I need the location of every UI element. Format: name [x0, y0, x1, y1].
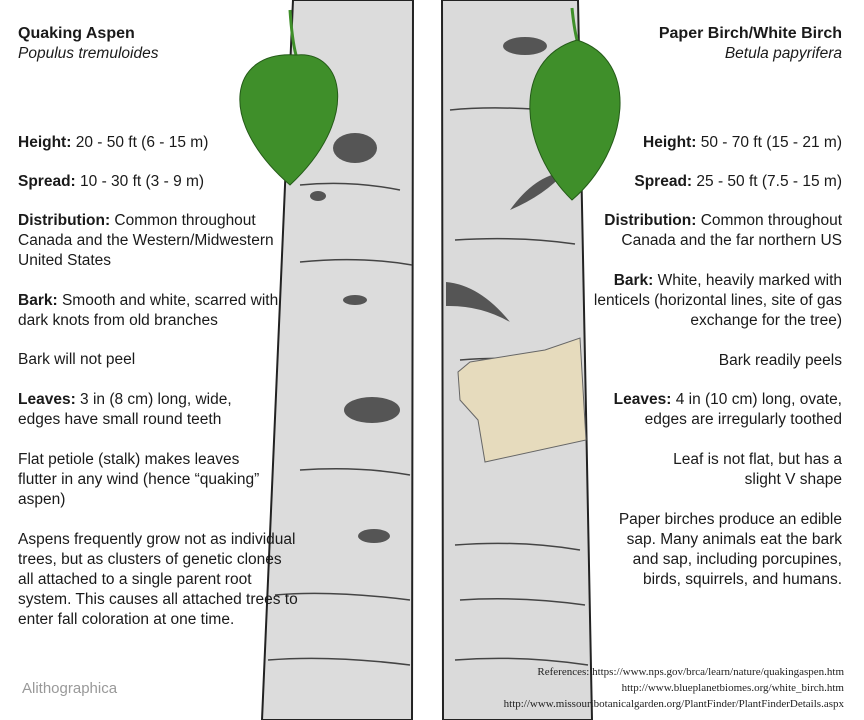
fact-label: Spread:: [634, 173, 693, 190]
aspen-bark: [18, 291, 298, 331]
fact-label: Bark:: [613, 272, 654, 289]
aspen-common-name: Quaking Aspen: [18, 25, 135, 42]
aspen-clones: [18, 530, 300, 630]
reference-link[interactable]: References: https://www.nps.gov/brca/learn/nature/quakingaspen.htm: [537, 666, 844, 678]
birch-distribution: [577, 211, 842, 251]
fact-label: Spread:: [18, 173, 76, 190]
birch-sap: [602, 510, 842, 590]
fact-text: Bark will not peel: [18, 351, 136, 368]
aspen-scientific-name: Populus tremuloides: [18, 45, 159, 62]
fact-text: Smooth and white, scarred with dark knots from old branches: [18, 292, 279, 329]
fact-label: Height:: [18, 134, 72, 151]
fact-text: 25 - 50 ft (7.5 - 15 m): [692, 173, 842, 190]
fact-label: Distribution:: [604, 212, 697, 229]
fact-text: Common throughout Canada and the Western/Midwestern United States: [18, 212, 274, 269]
fact-text: Common throughout Canada and the far northern US: [621, 212, 842, 249]
fact-text: 4 in (10 cm) long, ovate, edges are irregularly toothed: [644, 391, 842, 428]
aspen-distribution: [18, 211, 298, 271]
aspen-petiole: [18, 450, 268, 510]
birch-common-name: Paper Birch/White Birch: [658, 25, 842, 42]
aspen-leaves: [18, 390, 278, 430]
aspen-height: [18, 133, 278, 153]
birch-bark: [592, 271, 842, 331]
aspen-header: [18, 24, 158, 64]
references: [504, 664, 844, 712]
reference-link[interactable]: http://www.blueplanetbiomes.org/white_birch.htm: [621, 682, 844, 694]
fact-text: White, heavily marked with lenticels (horizontal lines, site of gas exchange for the tree): [593, 272, 842, 329]
fact-text: 10 - 30 ft (3 - 9 m): [75, 173, 205, 190]
fact-text: 3 in (8 cm) long, wide, edges have small round teeth: [18, 391, 232, 428]
birch-height: [582, 133, 842, 153]
fact-text: 20 - 50 ft (6 - 15 m): [71, 134, 209, 151]
birch-leaves: [597, 390, 842, 430]
birch-header: [659, 24, 842, 64]
fact-label: Leaves:: [18, 391, 76, 408]
fact-text: Flat petiole (stalk) makes leaves flutter in any wind (hence “quaking” aspen): [18, 451, 260, 508]
fact-text: Aspens frequently grow not as individual trees, but as clusters of genetic clones all attached to a single parent root system. This causes all attached trees to enter fall coloration at one time.: [18, 531, 298, 628]
fact-text: Paper birches produce an edible sap. Many animals eat the bark and sap, including porcupines, birds, squirrels, and humans.: [618, 511, 842, 588]
fact-text: Bark readily peels: [718, 352, 842, 369]
birch-spread: [582, 172, 842, 192]
birch-scientific-name: Betula papyrifera: [724, 45, 842, 62]
fact-text: Leaf is not flat, but has a slight V shape: [673, 451, 842, 488]
birch-peel: [602, 351, 842, 371]
fact-label: Bark:: [18, 292, 58, 309]
fact-label: Leaves:: [613, 391, 672, 408]
aspen-spread: [18, 172, 278, 192]
birch-leaf-shape: [642, 450, 842, 490]
reference-link[interactable]: http://www.missouribotanicalgarden.org/PlantFinder/PlantFinderDetails.aspx: [503, 698, 844, 710]
fact-label: Height:: [643, 134, 697, 151]
fact-label: Distribution:: [18, 212, 111, 229]
artist-credit: Alithographica: [22, 680, 118, 697]
aspen-peel: [18, 350, 278, 370]
fact-text: 50 - 70 ft (15 - 21 m): [696, 134, 842, 151]
